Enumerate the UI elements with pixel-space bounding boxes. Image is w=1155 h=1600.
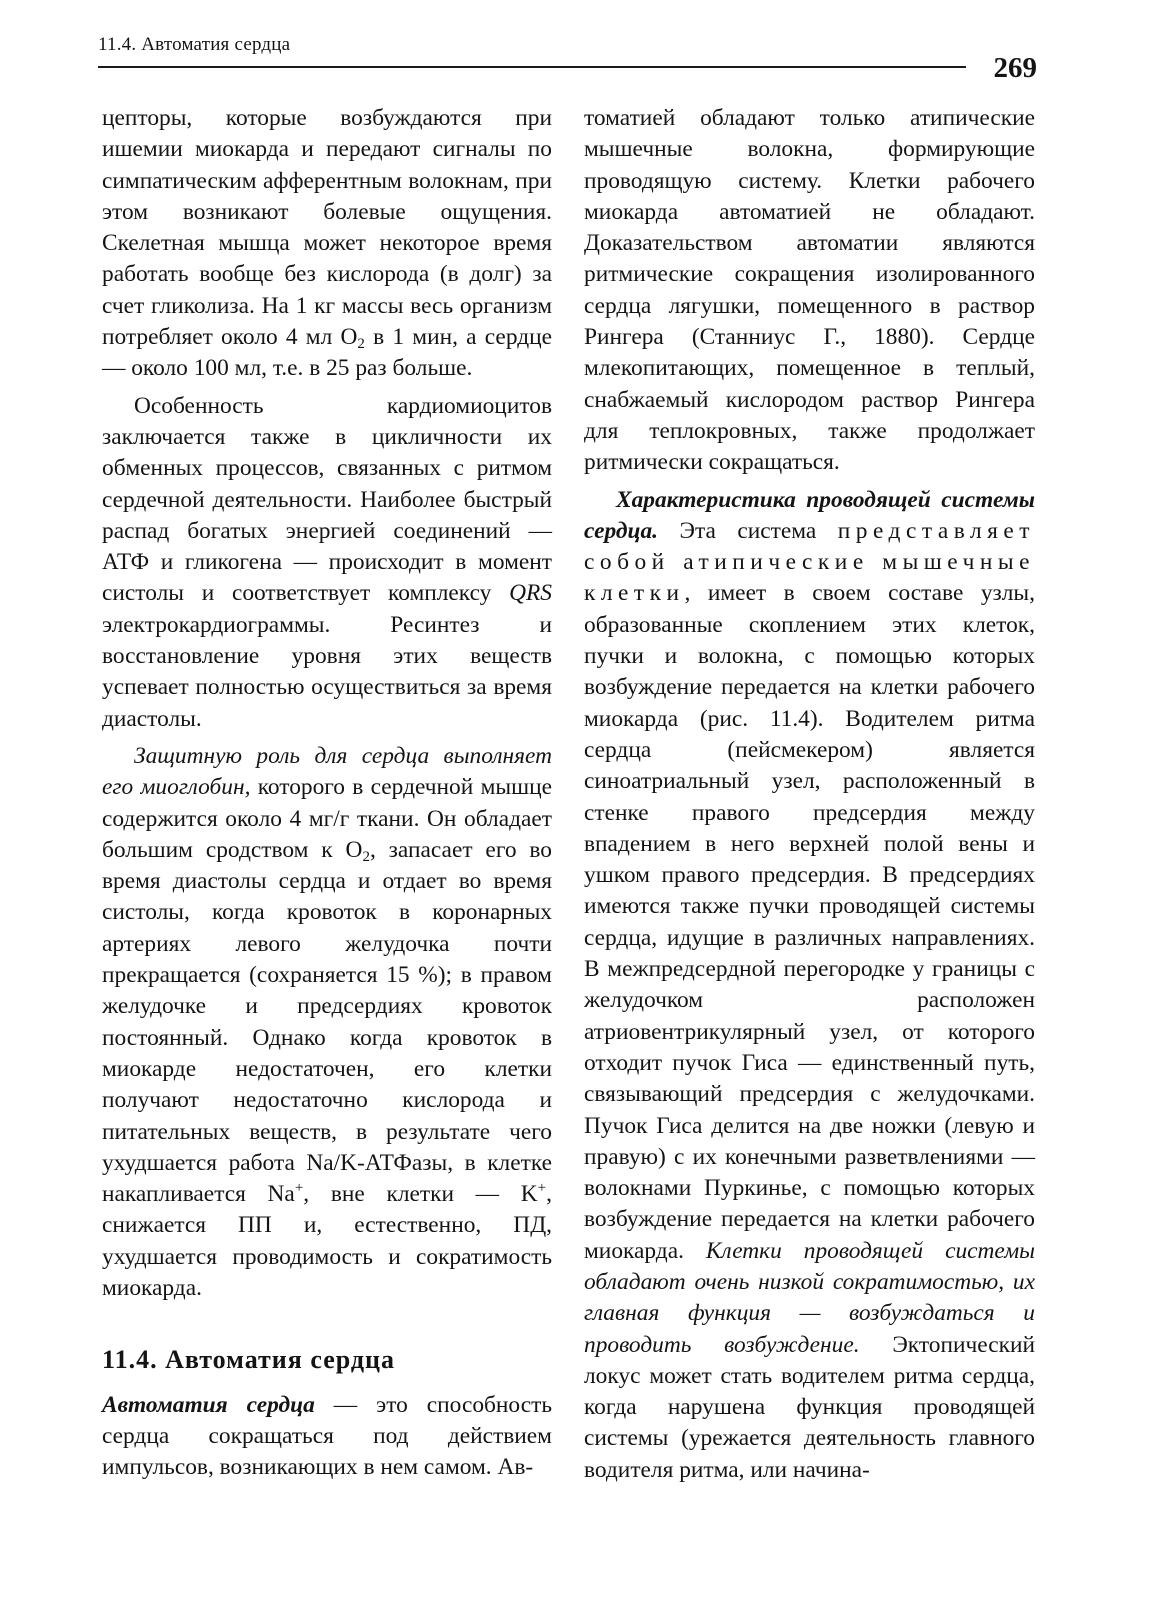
italic-term: QRS (509, 580, 552, 607)
page-number: 269 (993, 52, 1037, 84)
paragraph (584, 485, 1035, 1487)
text-run: Эктопический локус может стать водителем ритма сердца, когда нарушена функция проводящей системы (урежается деятельность главного водителя ритма, или начина- (584, 1331, 1035, 1483)
right-column (584, 103, 1035, 1486)
italic-phrase: Клетки проводящей системы обладают очень низкой сократимостью, их главная функция — возбуждаться и проводить возбуждение. (584, 1237, 1035, 1358)
left-column (102, 103, 552, 1483)
text-run: , вне клетки — K (303, 1181, 538, 1208)
running-head: 11.4. Автоматия сердца (98, 34, 291, 55)
paragraph (102, 103, 552, 385)
text-run: , запасает его во время диастолы сердца и отдает во время систолы, когда кровоток в коронарных артериях левого желудочка почти прекращается (сохраняется 15 %); в правом желудочке и предсердиях кровоток постоянный. Однако когда кровоток в миокарде недостаточен, его клетки получают недостаточно кислорода и питательных веществ, в результате чего ухудшается работа Na/K-АТФазы, в клетке накапливается Na (102, 836, 552, 1208)
text-run: электрокардиограммы. Ресинтез и восстановление уровня этих веществ успевает полностью осуществиться за время диастолы. (102, 611, 552, 732)
paragraph (102, 391, 552, 735)
spaced-phrase: представляет собой атипические мышечные клетки (584, 517, 1035, 607)
header-rule (98, 66, 966, 68)
text-run: цепторы, которые возбуждаются при ишемии миокарда и передают сигналы по симпатическим афферентным волокнам, при этом возникают болевые ощущения. Скелетная мышца может некоторое время работать вообще без кислорода (в долг) за счет гликолиза. На 1 кг массы весь организм потребляет около 4 мл О (102, 105, 552, 351)
text-run: Особенность кардиомиоцитов заключается также в цикличности их обменных процессов, связанных с ритмом сердечной деятельности. Наиболее быстрый распад богатых энергией соединений — АТФ и гликогена — происходит в момент систолы и соответствует комплексу (102, 392, 552, 607)
section-heading: 11.4. Автоматия сердца (102, 1345, 395, 1375)
subscript: 2 (362, 848, 370, 865)
bold-italic-heading: Характеристика проводящей системы сердца. (584, 486, 1035, 544)
superscript: + (537, 1180, 547, 1197)
paragraph (102, 1390, 552, 1484)
text-run: , снижается ПП и, естественно, ПД, ухудшается проводимость и сократимость миокарда. (102, 1181, 552, 1301)
bold-italic-term: Автоматия сердца (102, 1391, 315, 1418)
text-run: в 1 мин, а сердце — около 100 мл, т.е. в 25 раз больше. (102, 324, 553, 382)
paragraph (102, 741, 552, 1304)
paragraph: томатией обладают только атипические мышечные волокна, формирующие проводящую систему. Клетки рабочего миокарда автоматией не обладают. Доказательством автоматии являются ритмические сокращения изолированного сердца лягушки, помещенного в раствор Рингера (Станниус Г., 1880). Сердце млекопитающих, помещенное в теплый, снабжаемый кислородом раствор Рингера для теплокровных, также продолжает ритмически сокращаться. (584, 105, 1035, 476)
subscript: 2 (357, 336, 365, 353)
superscript: + (294, 1180, 304, 1197)
text-run: которого в сердечной мышце содержится около 4 мг/г ткани. Он обладает большим сродством к О (102, 774, 552, 863)
text-run: — это способность сердца сокращаться под действием импульсов, возникающих в нем самом. Ав- (102, 1391, 552, 1481)
text-run: Эта система (658, 517, 838, 544)
text-run: , имеет в своем составе узлы, образованные скоплением этих клеток, пучки и волокна, с помощью которых возбуждение передается на клетки рабочего миокарда (рис. 11.4). Водителем ритма сердца (пейсмекером) является синоатриальный узел, расположенный в стенке правого предсердия между впадением в него верхней полой вены и ушком правого предсердия. В предсердиях имеются также пучки проводящей системы сердца, идущие в различных направлениях. В межпредсердной перегородке у границы с желудочком расположен атриовентрикулярный узел, от которого отходит пучок Гиса — единственный путь, связывающий предсердия с желудочками. Пучок Гиса делится на две ножки (левую и правую) с их конечными разветвлениями — волокнами Пуркинье, с помощью которых возбуждение передается на клетки рабочего миокарда. (584, 580, 1035, 1264)
italic-phrase: Защитную роль для сердца выполняет его миоглобин, (102, 742, 552, 801)
